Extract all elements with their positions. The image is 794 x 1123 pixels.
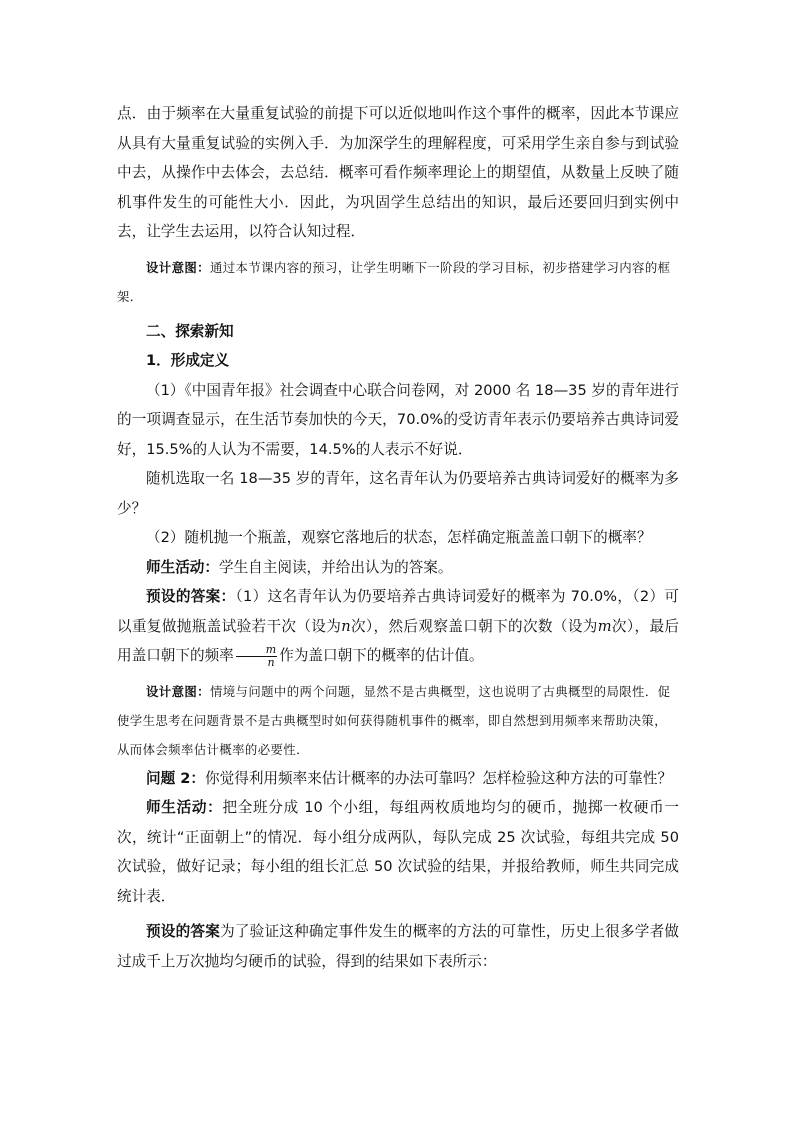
answer-2: [117, 917, 679, 976]
question-2-heading: [117, 764, 679, 794]
section-heading: 二、探索新知: [146, 322, 234, 340]
answer-text: 为了验证这种确定事件发生的概率的方法的可靠性，历史上很多学者做过成千上万次抛均匀硬币的试验，得到的结果如下表所示：: [117, 923, 679, 970]
variable-m: m: [597, 617, 612, 635]
answer-label: 预设的答案: [146, 923, 221, 940]
intro-paragraph: 点．由于频率在大量重复试验的前提下可以近似地叫作这个事件的概率，因此本节课应从具有大量重复试验的实例入手．为加深学生的理解程度，可采用学生亲自参与到试验中去，从操作中去体会，去总结．概率可看作频率理论上的期望值，从数量上反映了随机事件发生的可能性大小．因此，为巩固学生总结出的知识，最后还要回归到实例中去，让学生去运用，以符合认知过程．: [117, 105, 679, 240]
question-text: 你觉得利用频率来估计概率的办法可靠吗？怎样检验这种方法的可靠性？: [205, 769, 673, 787]
design-intent-label: 设计意图：: [146, 259, 210, 275]
design-intent-2: [117, 677, 679, 764]
design-intent-text: 情境与问题中的两个问题，显然不是古典概型，这也说明了古典概型的局限性．促使学生思考在问题背景不是古典概型时如何获得随机事件的概率，即自然想到用频率来帮助决策，从而体会频率估计概率的必要性．: [117, 683, 671, 757]
activity-text: 学生自主阅读，并给出认为的答案。: [218, 558, 453, 576]
question-1: （1）《中国青年报》社会调查中心联合问卷网，对 2000 名 18—35 岁的青年进行的一项调查显示，在生活节奏加快的今天，70.0%的受访青年表示仍要培养古典诗词爱好，15.5%的人认为不需要，14.5%的人表示不好说．: [117, 381, 679, 458]
question-label: 问题 2：: [146, 769, 206, 787]
design-intent-1: [117, 253, 679, 311]
answer-text-d: 作为盖口朝下的概率的估计值。: [279, 647, 484, 664]
variable-n: n: [341, 617, 351, 635]
fraction-m-over-n: [236, 644, 277, 669]
answer-text-c: 次），最后用盖口朝下的频率: [117, 617, 679, 664]
question-2: （2）随机抛一个瓶盖，观察它落地后的状态，怎样确定瓶盖盖口朝下的概率？: [146, 529, 652, 546]
answer-text-a: （1）这名青年认为仍要培养古典诗词爱好的概率为 70.0%，（2）可以重复做抛瓶盖试验若干次（设为: [117, 588, 679, 635]
design-intent-text: 通过本节课内容的预习，让学生明晰下一阶段的学习目标，初步搭建学习内容的框架．: [117, 259, 671, 304]
answer-1: [117, 582, 679, 671]
answer-label: 预设的答案：: [146, 588, 236, 605]
fraction-numerator: m: [236, 644, 277, 657]
document-page: [117, 99, 679, 976]
fraction-denominator: n: [267, 655, 275, 669]
activity-text: 把全班分成 10 个小组，每组两枚质地均匀的硬币，抛掷一枚硬币一次，统计“正面朝上”的情况．每小组分成两队，每队完成 25 次试验，每组共完成 50 次试验，做好记录；每小组的组长汇总 50 次试验的结果，并报给教师，师生共同完成统计表．: [117, 799, 679, 905]
subsection-heading: 1．形成定义: [146, 352, 230, 369]
activity-label: 师生活动：: [146, 799, 223, 816]
design-intent-label: 设计意图：: [146, 683, 210, 699]
answer-text-b: 次），然后观察盖口朝下的次数（设为: [350, 617, 598, 635]
question-1b: 随机选取一名 18—35 岁的青年，这名青年认为仍要培养古典诗词爱好的概率为多少？: [117, 470, 679, 517]
activity-label: 师生活动：: [146, 558, 219, 576]
activity-1: [117, 553, 679, 583]
activity-2: [117, 793, 679, 911]
